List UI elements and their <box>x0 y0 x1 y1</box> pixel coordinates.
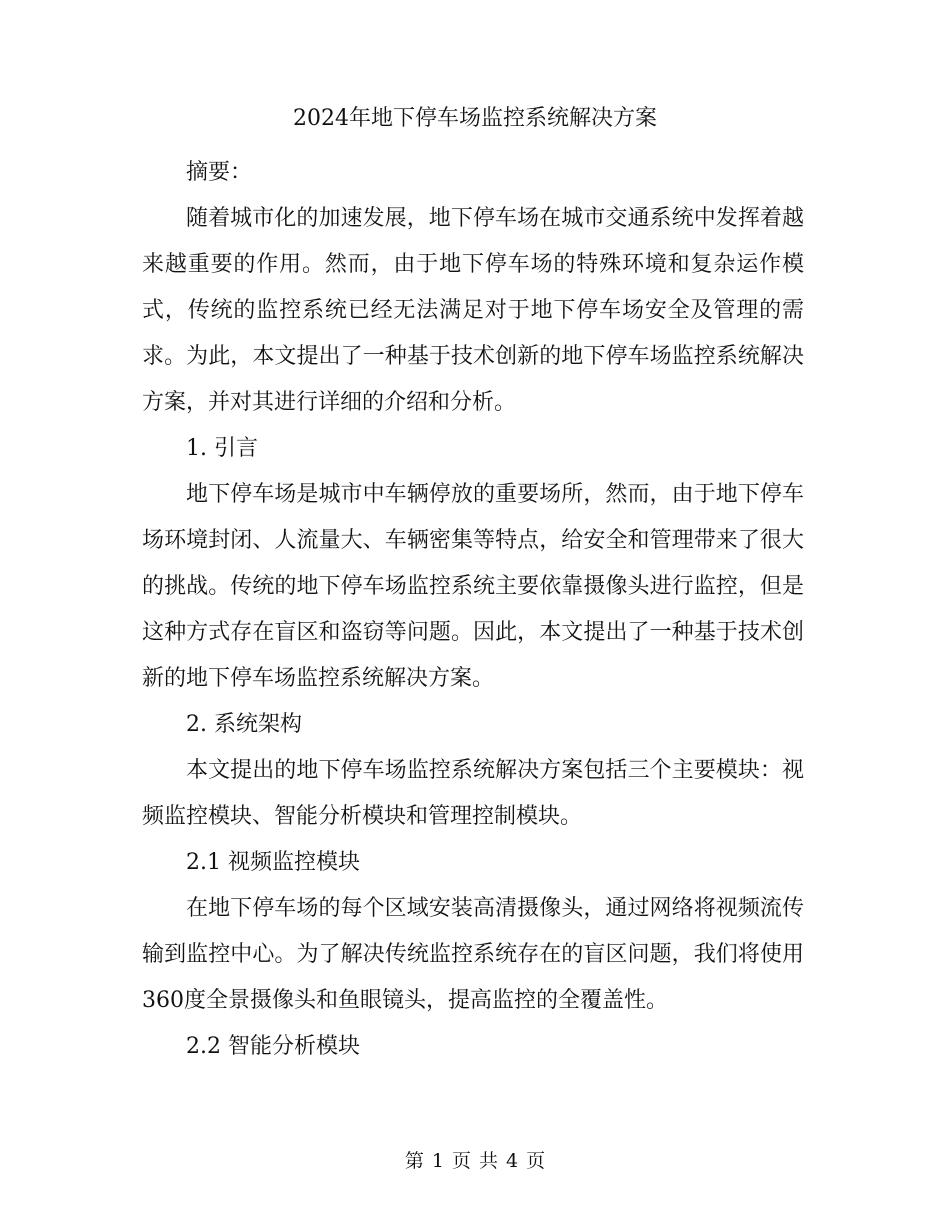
document-body <box>142 150 804 1070</box>
subsection-heading-video: 2.1 视频监控模块 <box>186 850 360 875</box>
architecture-paragraph: 本文提出的地下停车场监控系统解决方案包括三个主要模块：视频监控模块、智能分析模块和管理控制模块。 <box>142 758 804 829</box>
abstract-paragraph: 随着城市化的加速发展，地下停车场在城市交通系统中发挥着越来越重要的作用。然而，由于地下停车场的特殊环境和复杂运作模式，传统的监控系统已经无法满足对于地下停车场安全及管理的需求。为此，本文提出了一种基于技术创新的地下停车场监控系统解决方案，并对其进行详细的介绍和分析。 <box>142 206 804 415</box>
page-footer: 第 1 页 共 4 页 <box>404 1150 546 1172</box>
subsection-heading-analysis: 2.2 智能分析模块 <box>186 1034 360 1059</box>
introduction-paragraph: 地下停车场是城市中车辆停放的重要场所，然而，由于地下停车场环境封闭、人流量大、车辆密集等特点，给安全和管理带来了很大的挑战。传统的地下停车场监控系统主要依靠摄像头进行监控，但是这种方式存在盲区和盗窃等问题。因此，本文提出了一种基于技术创新的地下停车场监控系统解决方案。 <box>142 482 804 691</box>
section-heading-introduction: 1. 引言 <box>186 436 258 461</box>
document-title: 2024年地下停车场监控系统解决方案 <box>293 106 657 131</box>
abstract-label: 摘要： <box>186 160 253 185</box>
section-heading-architecture: 2. 系统架构 <box>186 712 302 737</box>
video-module-paragraph: 在地下停车场的每个区域安装高清摄像头，通过网络将视频流传输到监控中心。为了解决传统监控系统存在的盲区问题，我们将使用360度全景摄像头和鱼眼镜头，提高监控的全覆盖性。 <box>142 896 804 1013</box>
